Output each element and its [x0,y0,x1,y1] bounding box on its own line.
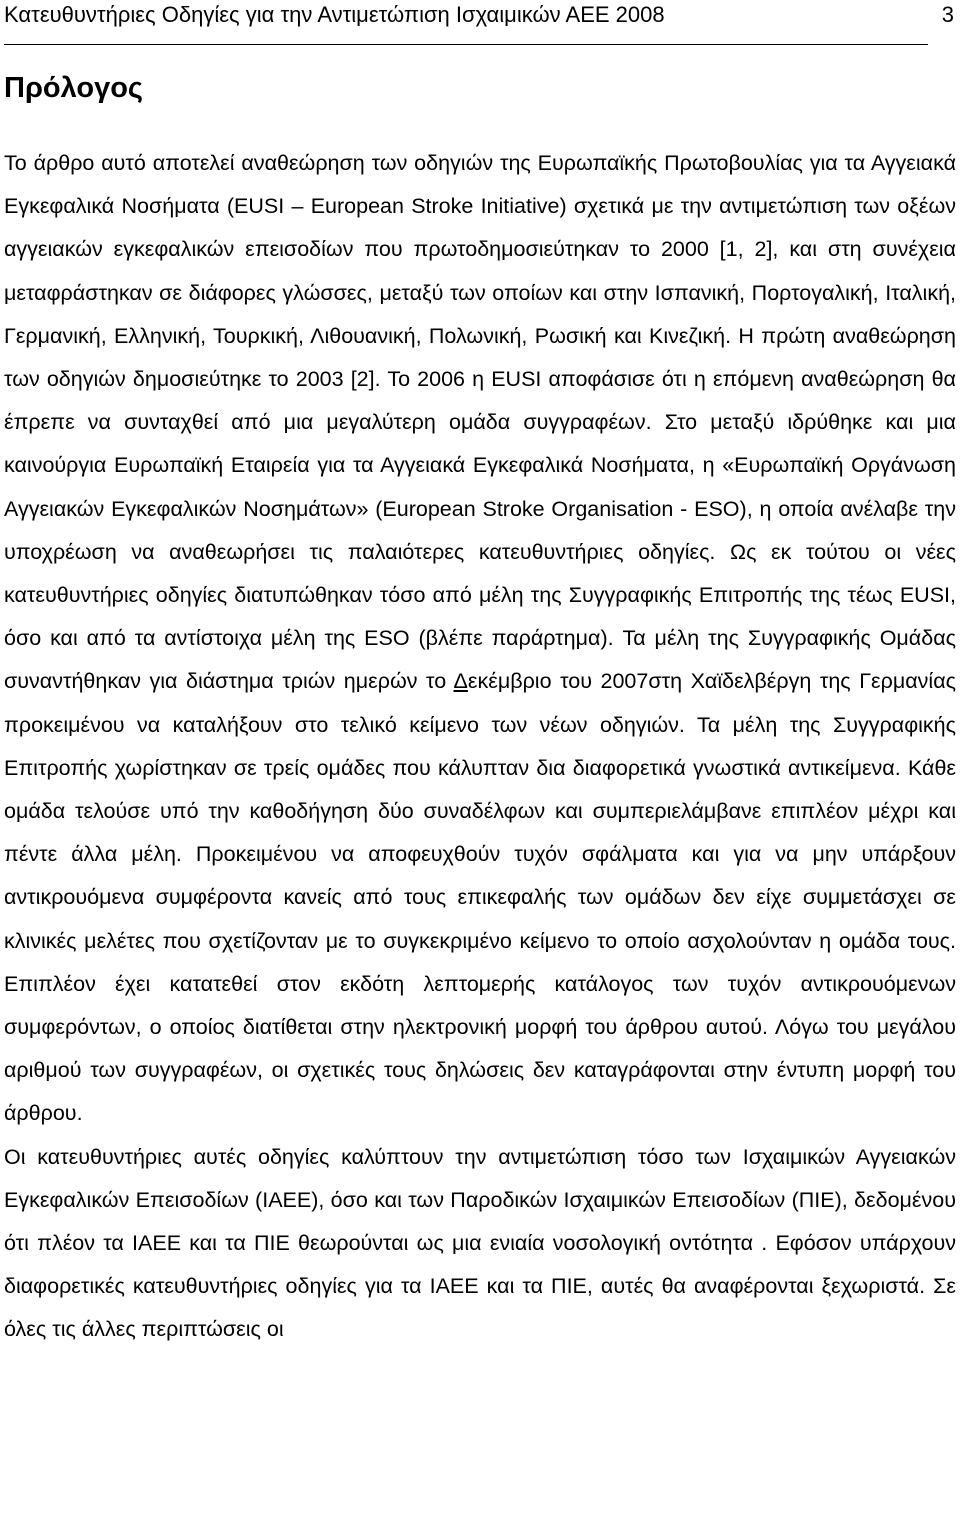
running-header [4,2,956,28]
paragraph-1-text-b: εκέμβριο του 2007στη Χαϊδελβέργη της Γερμανίας προκειμένου να καταλήξουν στο τελικό κείμενο των νέων οδηγιών. Τα μέλη της Συγγραφικής Επιτροπής χωρίστηκαν σε τρείς ομάδες που κάλυπταν δια διαφορετικά γνωστικά αντικείμενα. Κάθε ομάδα τελούσε υπό την καθοδήγηση δύο συναδέλφων και συμπεριελάμβανε επιπλέον μέχρι και πέντε άλλα μέλη. Προκειμένου να αποφευχθούν τυχόν σφάλματα και για να μην υπάρξουν αντικρουόμενα συμφέροντα κανείς από τους επικεφαλής των ομάδων δεν είχε συμμετάσχει σε κλινικές μελέτες που σχετίζονταν με το συγκεκριμένο κείμενο το οποίο ασχολούνταν η ομάδα τους. Επιπλέον έχει κατατεθεί στον εκδότη λεπτομερής κατάλογος των τυχόν αντικρουόμενων συμφερόντων, ο οποίος διατίθεται στην ηλεκτρονική μορφή του άρθρου αυτού. Λόγω του μεγάλου αριθμού των συγγραφέων, οι σχετικές τους δηλώσεις δεν καταγράφονται στην έντυπη μορφή του άρθρου. [4,669,956,1126]
paragraph-2 [4,1136,956,1352]
header-title: Κατευθυντήριες Οδηγίες για την Αντιμετώπιση Ισχαιμικών ΑΕΕ 2008 [4,2,665,27]
paragraph-1-text-a: Το άρθρο αυτό αποτελεί αναθεώρηση των οδηγιών της Ευρωπαϊκής Πρωτοβουλίας για τα Αγγειακά Εγκεφαλικά Νοσήματα (EUSI – European Stroke Initiative) σχετικά με την αντιμετώπιση των οξέων αγγειακών εγκεφαλικών επεισοδίων που πρωτοδημοσιεύτηκαν το 2000 [1, 2], και στη συνέχεια μεταφράστηκαν σε διάφορες γλώσσες, μεταξύ των οποίων και στην Ισπανική, Πορτογαλική, Ιταλική, Γερμανική, Ελληνική, Τουρκική, Λιθουανική, Πολωνική, Ρωσική και Κινεζική. Η πρώτη αναθεώρηση των οδηγιών δημοσιεύτηκε το 2003 [2]. Το 2006 η EUSI αποφάσισε ότι η επόμενη αναθεώρηση θα έπρεπε να συνταχθεί από μια μεγαλύτερη ομάδα συγγραφέων. Στο μεταξύ ιδρύθηκε και μια καινούργια Ευρωπαϊκή Εταιρεία για τα Αγγειακά Εγκεφαλικά Νοσήματα, η «Ευρωπαϊκή Οργάνωση Αγγειακών Εγκεφαλικών Νοσημάτων» (European Stroke Organisation - ESO), η οποία ανέλαβε την υποχρέωση να αναθεωρήσει τις παλαιότερες κατευθυντήριες οδηγίες. Ως εκ τούτου οι νέες κατευθυντήριες οδηγίες διατυπώθηκαν τόσο από μέλη της Συγγραφικής Επιτροπής της τέως EUSI, όσο και από τα αντίστοιχα μέλη της ESO (βλέπε παράρτημα). Τα μέλη της Συγγραφικής Ομάδας συναντήθηκαν για διάστημα τριών ημερών το [4,151,956,694]
paragraph-2-text: Οι κατευθυντήριες αυτές οδηγίες καλύπτουν την αντιμετώπιση τόσο των Ισχαιμικών Αγγειακών Εγκεφαλικών Επεισοδίων (ΙΑΕΕ), όσο και των Παροδικών Ισχαιμικών Επεισοδίων (ΠΙΕ), δεδομένου ότι πλέον τα ΙΑΕΕ και τα ΠΙΕ θεωρούνται ως μια ενιαία νοσολογική οντότητα . Εφόσον υπάρχουν διαφορετικές κατευθυντήριες οδηγίες για τα ΙΑΕΕ και τα ΠΙΕ, αυτές θα αναφέρονται ξεχωριστά. Σε όλες τις άλλες περιπτώσεις οι [4,1144,956,1342]
document-page [4,0,956,1525]
header-rule [4,44,928,45]
underlined-letter: Δ [453,669,468,694]
section-title: Πρόλογος [4,72,144,104]
body-text [4,142,956,1352]
page-number: 3 [941,2,954,27]
paragraph-1 [4,142,956,1136]
